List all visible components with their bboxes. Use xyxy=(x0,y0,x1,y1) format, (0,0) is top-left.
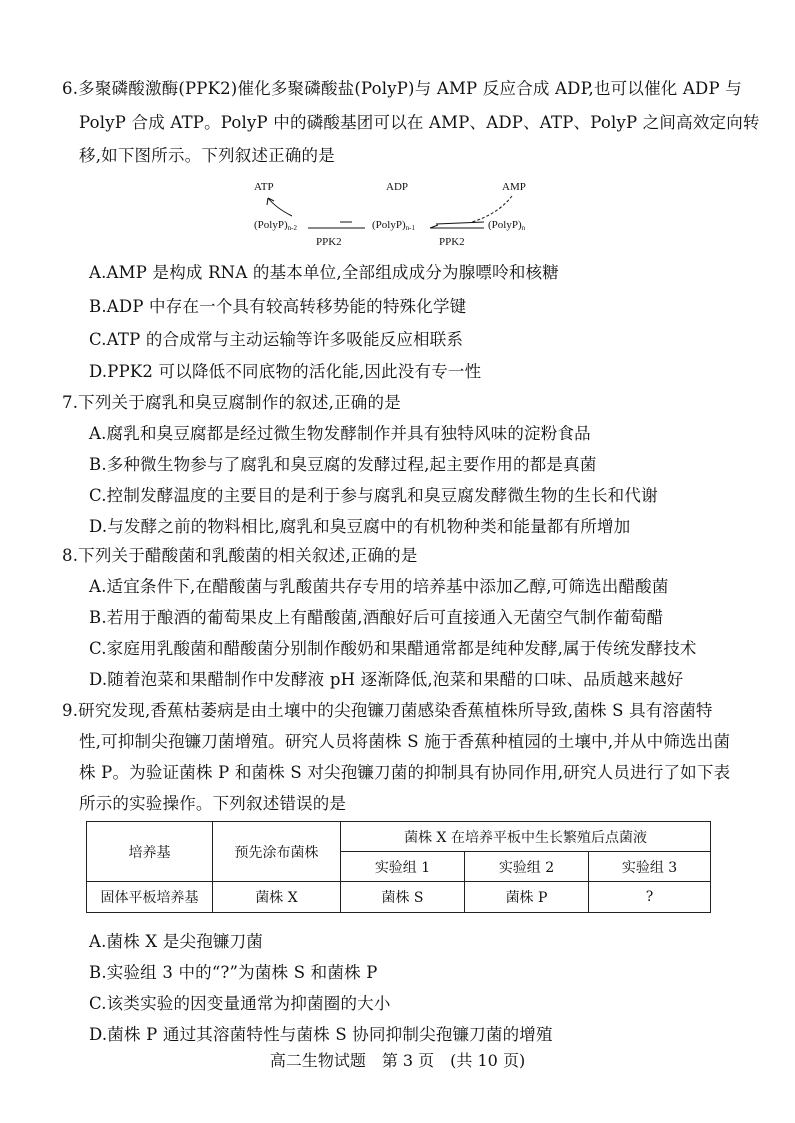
table-row xyxy=(87,882,711,913)
diagram-ppk2-right: PPK2 xyxy=(439,236,465,248)
q9-stem-line1: 9.研究发现,香蕉枯萎病是由土壤中的尖孢镰刀菌感染香蕉植株所导致,菌株 S 具有溶菌特 xyxy=(62,701,713,720)
cell-group-2: 菌株 P xyxy=(465,882,589,913)
diagram-polyp-n1: (PolyP)n-1 xyxy=(372,219,415,232)
diagram-polyp-n: (PolyP)n xyxy=(488,219,526,232)
cell-group-3: ? xyxy=(589,882,711,913)
cell-group-1: 菌株 S xyxy=(341,882,465,913)
header-group-1: 实验组 1 xyxy=(341,852,465,882)
diagram-atp-label: ATP xyxy=(254,181,274,193)
q6-option-a: A.AMP 是构成 RNA 的基本单位,全部组成成分为腺嘌呤和核糖 xyxy=(89,263,559,282)
q6-option-c: C.ATP 的合成常与主动运输等许多吸能反应相联系 xyxy=(89,330,464,349)
q9-option-d: D.菌株 P 通过其溶菌特性与菌株 S 协同抑制尖孢镰刀菌的增殖 xyxy=(89,1025,553,1044)
q9-option-b: B.实验组 3 中的“?”为菌株 S 和菌株 P xyxy=(89,963,378,982)
header-medium: 培养基 xyxy=(87,822,213,882)
header-group-2: 实验组 2 xyxy=(465,852,589,882)
q6-stem-line1: 6.多聚磷酸激酶(PPK2)催化多聚磷酸盐(PolyP)与 AMP 反应合成 ADP,也可以催化 ADP 与 xyxy=(62,79,742,98)
diagram-amp-label: AMP xyxy=(502,181,526,193)
q9-option-a: A.菌株 X 是尖孢镰刀菌 xyxy=(89,932,263,951)
q9-stem-line4: 所示的实验操作。下列叙述错误的是 xyxy=(79,794,347,813)
q6-option-b: B.ADP 中存在一个具有较高转移势能的特殊化学键 xyxy=(89,297,467,316)
q9-stem-line3: 株 P。为验证菌株 P 和菌株 S 对尖孢镰刀菌的抑制具有协同作用,研究人员进行了如下表 xyxy=(79,763,731,782)
page-footer: 高二生物试题 第 3 页 (共 10 页) xyxy=(269,1051,526,1070)
q8-stem: 8.下列关于醋酸菌和乳酸菌的相关叙述,正确的是 xyxy=(62,546,418,565)
q8-option-d: D.随着泡菜和果醋制作中发酵液 pH 逐渐降低,泡菜和果醋的口味、品质越来越好 xyxy=(89,670,684,689)
cell-medium: 固体平板培养基 xyxy=(87,882,213,913)
q6-stem-line3: 移,如下图所示。下列叙述正确的是 xyxy=(79,146,335,165)
diagram-adp-label: ADP xyxy=(386,181,409,193)
atp-curve-arrow xyxy=(268,198,292,216)
phosphate-transfer-diagram xyxy=(240,172,560,252)
diagram-ppk2-left: PPK2 xyxy=(316,236,342,248)
q7-option-c: C.控制发酵温度的主要目的是利于参与腐乳和臭豆腐发酵微生物的生长和代谢 xyxy=(89,486,658,505)
q9-stem-line2: 性,可抑制尖孢镰刀菌增殖。研究人员将菌株 S 施于香蕉种植园的土壤中,并从中筛选出菌 xyxy=(79,732,731,751)
cell-pre-strain: 菌株 X xyxy=(213,882,341,913)
header-group-3: 实验组 3 xyxy=(589,852,711,882)
q8-option-c: C.家庭用乳酸菌和醋酸菌分别制作酸奶和果醋通常都是纯种发酵,属于传统发酵技术 xyxy=(89,639,697,658)
q6-option-d: D.PPK2 可以降低不同底物的活化能,因此没有专一性 xyxy=(89,362,482,381)
q6-stem-line2: PolyP 合成 ATP。PolyP 中的磷酸基团可以在 AMP、ADP、ATP、PolyP 之间高效定向转 xyxy=(79,113,760,132)
header-spot-group: 菌株 X 在培养平板中生长繁殖后点菌液 xyxy=(341,822,711,852)
q7-option-b: B.多种微生物参与了腐乳和臭豆腐的发酵过程,起主要作用的都是真菌 xyxy=(89,455,597,474)
q9-option-c: C.该类实验的因变量通常为抑菌圈的大小 xyxy=(89,994,391,1013)
q8-option-b: B.若用于酿酒的葡萄果皮上有醋酸菌,酒酿好后可直接通入无菌空气制作葡萄醋 xyxy=(89,608,664,627)
q8-option-a: A.适宜条件下,在醋酸菌与乳酸菌共存专用的培养基中添加乙醇,可筛选出醋酸菌 xyxy=(89,577,669,596)
q7-stem: 7.下列关于腐乳和臭豆腐制作的叙述,正确的是 xyxy=(62,393,401,412)
right-arrow-line-top xyxy=(436,222,484,224)
q7-option-a: A.腐乳和臭豆腐都是经过微生物发酵制作并具有独特风味的淀粉食品 xyxy=(89,424,591,443)
experiment-table xyxy=(86,821,711,913)
q7-option-d: D.与发酵之前的物料相比,腐乳和臭豆腐中的有机物种类和能量都有所增加 xyxy=(89,517,631,536)
header-pre-coated-strain: 预先涂布菌株 xyxy=(213,822,341,882)
diagram-polyp-n2: (PolyP)n-2 xyxy=(254,219,297,232)
